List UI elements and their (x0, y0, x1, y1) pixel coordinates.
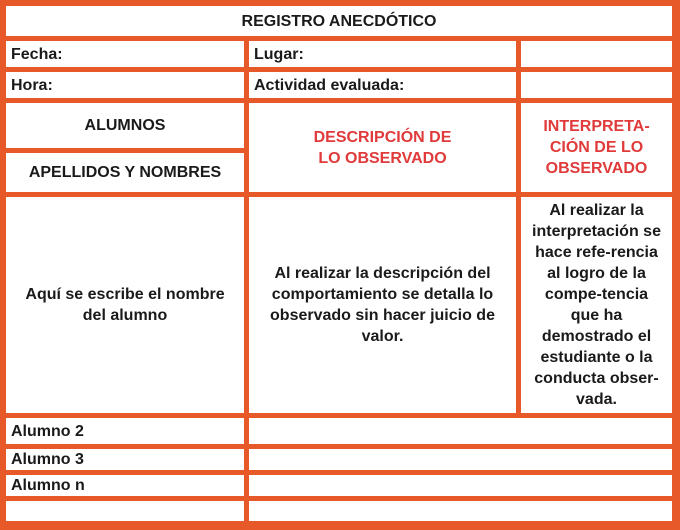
header-alumnos: ALUMNOS (6, 103, 244, 148)
student-name-cell (6, 501, 244, 521)
table-title: REGISTRO ANECDÓTICO (6, 6, 672, 36)
empty-cell (521, 72, 672, 98)
lugar-label: Lugar: (249, 41, 516, 67)
example-student-name: Aquí se escribe el nombre del alumno (6, 197, 244, 413)
example-interpretation: Al realizar la interpretación se hace refe-rencia al logro de la compe-tencia que ha demostrado el estudiante o la conducta obser-vada. (521, 197, 672, 413)
observation-cell (249, 418, 672, 444)
header-apellidos-nombres: APELLIDOS Y NOMBRES (6, 153, 244, 192)
header-descripcion: DESCRIPCIÓN DE LO OBSERVADO (249, 103, 516, 192)
example-description: Al realizar la descripción del comportamiento se detalla lo observado sin hacer juicio de valor. (249, 197, 516, 413)
student-name-cell: Alumno 3 (6, 449, 244, 470)
student-name-cell: Alumno 2 (6, 418, 244, 444)
hora-label: Hora: (6, 72, 244, 98)
observation-cell (249, 475, 672, 496)
observation-cell (249, 449, 672, 470)
student-name-cell: Alumno n (6, 475, 244, 496)
actividad-label: Actividad evaluada: (249, 72, 516, 98)
observation-cell (249, 501, 672, 521)
fecha-label: Fecha: (6, 41, 244, 67)
header-interpretacion: INTERPRETA-CIÓN DE LO OBSERVADO (521, 103, 672, 192)
empty-cell (521, 41, 672, 67)
